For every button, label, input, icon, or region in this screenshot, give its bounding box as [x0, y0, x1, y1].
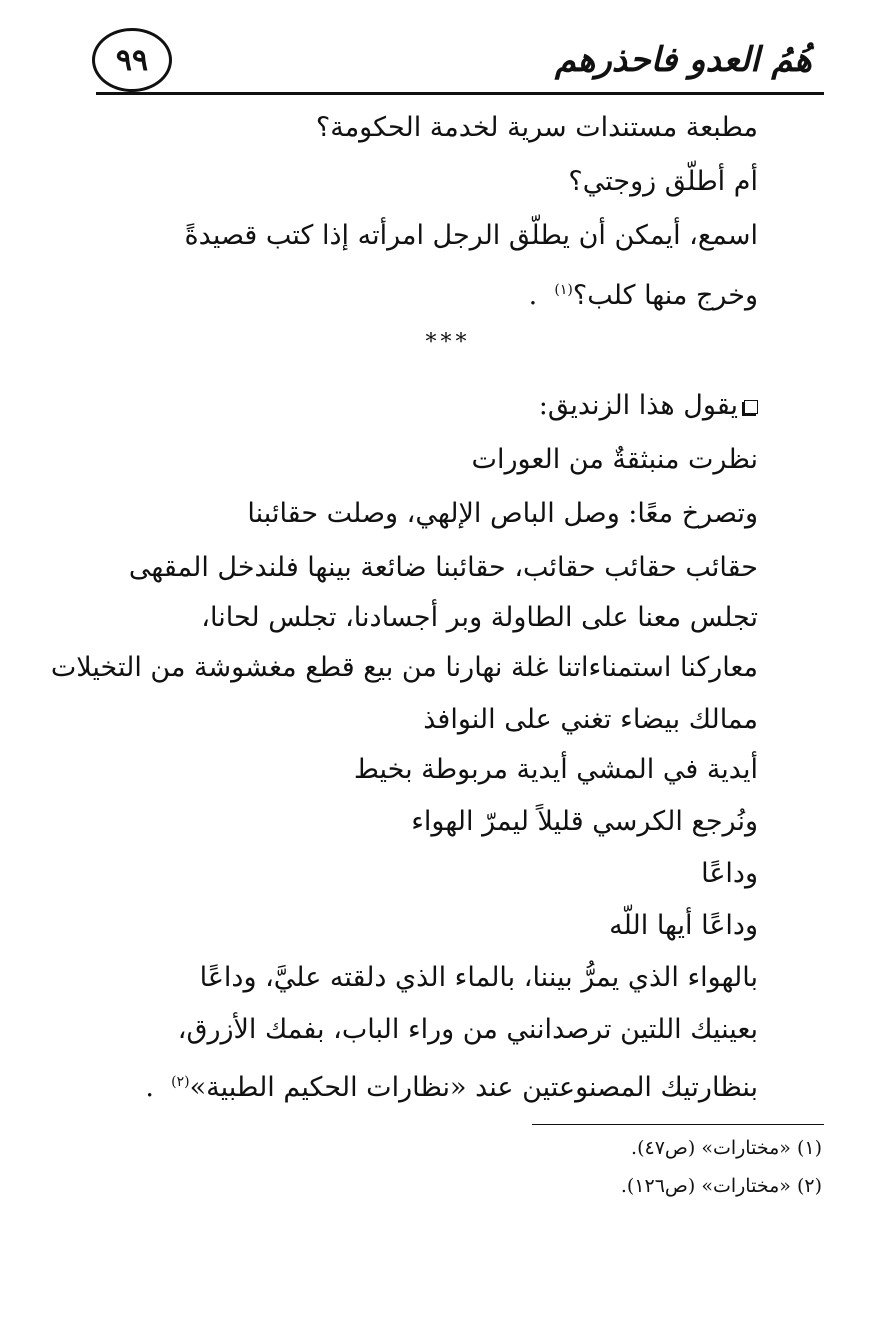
body-line — [247, 494, 758, 534]
section-separator: *** — [425, 330, 471, 355]
page-number-text: ٩٩ — [115, 42, 149, 78]
footnote-marker: (١) — [796, 1137, 822, 1159]
body-line-text: مطبعة مستندات سرية لخدمة الحكومة؟ — [315, 112, 758, 143]
body-line — [185, 216, 758, 256]
footnote-marker: (٢) — [796, 1175, 822, 1197]
body-line — [201, 598, 758, 638]
body-line — [568, 162, 758, 202]
body-line-text: بالهواء الذي يمرُّ بيننا، بالماء الذي دلقته عليَّ، وداعًا — [199, 962, 758, 993]
body-line-text: وخرج منها كلب؟ — [572, 280, 758, 311]
footnote — [621, 1172, 822, 1200]
quote-box-icon — [744, 400, 758, 414]
header-rule — [96, 92, 824, 95]
body-line — [316, 108, 758, 148]
body-line — [701, 854, 758, 894]
page-number — [92, 28, 172, 92]
body-line — [529, 270, 758, 316]
body-line-text: أم أطلّق زوجتي؟ — [568, 166, 758, 197]
body-line-text: وتصرخ معًا: وصل الباص الإلهي، وصلت حقائبنا — [247, 498, 758, 529]
body-line — [145, 1062, 758, 1108]
end-period: . — [528, 280, 538, 311]
footnote-text: «مختارات» (ص١٢٦). — [620, 1175, 791, 1197]
body-line — [129, 548, 758, 588]
body-line — [200, 958, 758, 998]
body-line-text: حقائب حقائب حقائب، حقائبنا ضائعة بينها فلندخل المقهى — [128, 552, 758, 583]
body-line — [354, 750, 758, 790]
running-title: هُمُ العدو فاحذرهم — [554, 40, 812, 80]
body-line — [178, 1010, 758, 1050]
body-line — [51, 648, 758, 688]
body-line-text: بنظارتيك المصنوعتين عند «نظارات الحكيم الطبية» — [189, 1072, 758, 1103]
body-line-text: اسمع، أيمكن أن يطلّق الرجل امرأته إذا كتب قصيدةً — [184, 220, 758, 251]
body-line — [609, 906, 758, 946]
body-line — [539, 386, 758, 426]
footnote-ref: (١) — [554, 282, 573, 298]
body-line-text: بعينيك اللتين ترصدانني من وراء الباب، بفمك الأزرق، — [177, 1014, 758, 1045]
body-line-text: تجلس معنا على الطاولة وبر أجسادنا، تجلس لحانا، — [201, 602, 758, 633]
body-line-text: يقول هذا الزنديق: — [538, 390, 738, 421]
body-line-text: ممالك بيضاء تغني على النوافذ — [423, 704, 758, 735]
end-period: . — [145, 1072, 154, 1103]
body-line-text: أيدية في المشي أيدية مربوطة بخيط — [353, 754, 758, 785]
footnote — [631, 1134, 822, 1162]
body-line-text: وداعًا — [701, 858, 758, 889]
body-line-text: وداعًا أيها اللّه — [609, 910, 758, 941]
body-line — [411, 802, 758, 842]
body-line-text: ونُرجع الكرسي قليلاً ليمرّ الهواء — [411, 806, 758, 837]
body-line — [423, 700, 758, 740]
footnote-rule — [532, 1124, 824, 1125]
footnote-text: «مختارات» (ص٤٧). — [631, 1137, 791, 1159]
body-line-text: معاركنا استمناءاتنا غلة نهارنا من بيع قطع مغشوشة من التخيلات — [50, 652, 758, 683]
body-line — [472, 440, 758, 480]
body-line-text: نظرت منبثقةٌ من العورات — [471, 444, 758, 475]
footnote-ref: (٢) — [171, 1074, 190, 1090]
